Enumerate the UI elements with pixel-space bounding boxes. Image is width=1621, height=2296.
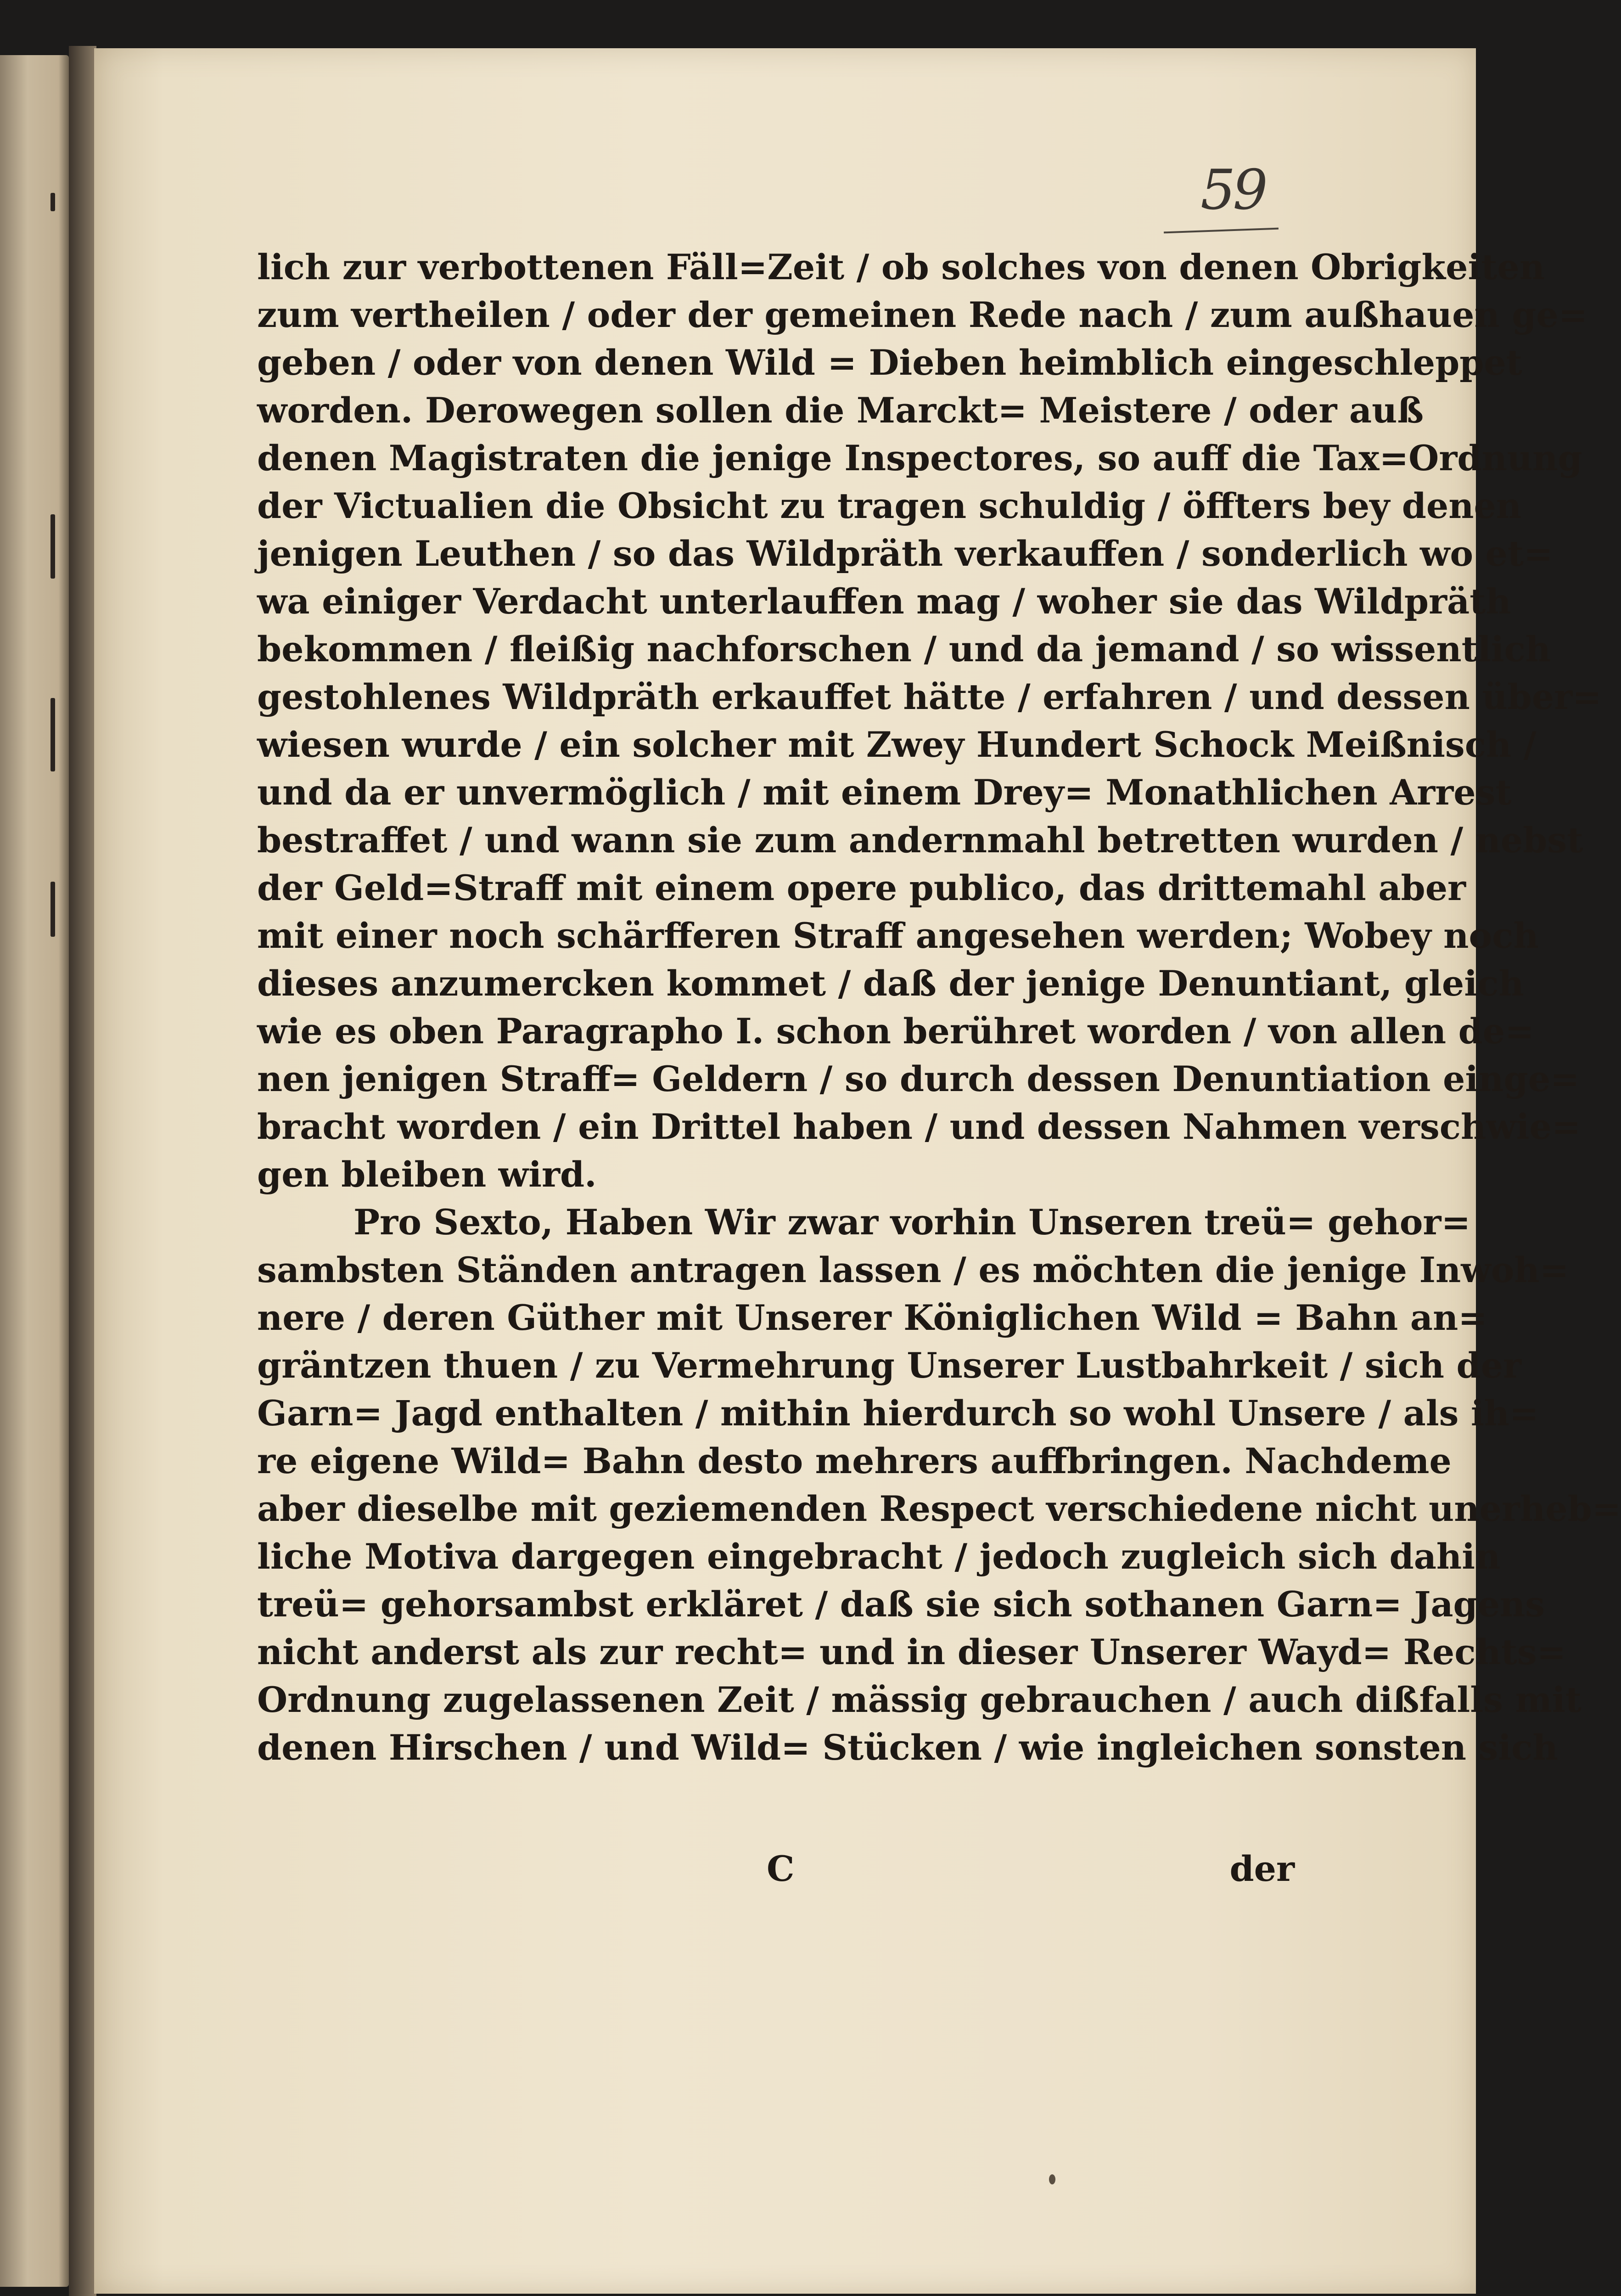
text-line: wiesen wurde / ein solcher mit Zwey Hundert Schock Meißnisch / xyxy=(257,724,1537,765)
text-line: Garn= Jagd enthalten / mithin hierdurch so wohl Unsere / als ih= xyxy=(257,1393,1539,1434)
text-line: worden. Derowegen sollen die Marckt= Meistere / oder auß xyxy=(257,390,1424,431)
text-line: wie es oben Paragrapho I. schon berühret worden / von allen de= xyxy=(257,1011,1534,1052)
text-line: jenigen Leuthen / so das Wildpräth verkauffen / sonderlich wo et= xyxy=(257,533,1553,574)
text-line: aber dieselbe mit geziemenden Respect verschiedene nicht unerheb= xyxy=(257,1488,1621,1529)
text-line: liche Motiva dargegen eingebracht / jedoch zugleich sich dahin xyxy=(257,1536,1501,1577)
text-line: denen Hirschen / und Wild= Stücken / wie ingleichen sonsten sich xyxy=(257,1727,1558,1768)
text-line-paragraph-end: gen bleiben wird. xyxy=(257,1154,597,1195)
text-line: re eigene Wild= Bahn desto mehrers auffbringen. Nachdeme xyxy=(257,1441,1452,1481)
facing-page-ink-marks xyxy=(50,193,64,1570)
facing-page-edge xyxy=(0,55,69,2287)
text-line: bestraffet / und wann sie zum andernmahl betretten wurden / nebst xyxy=(257,820,1583,861)
book-gutter xyxy=(69,46,96,2296)
catchword: der xyxy=(1229,1848,1295,1889)
text-line: gestohlenes Wildpräth erkauffet hätte / erfahren / und dessen über= xyxy=(257,676,1602,717)
text-line: geben / oder von denen Wild = Dieben heimblich eingeschleppet xyxy=(257,342,1522,383)
text-line: der Victualien die Obsicht zu tragen schuldig / öffters bey denen xyxy=(257,485,1522,526)
folio-underline xyxy=(1164,228,1279,234)
text-line: wa einiger Verdacht unterlauffen mag / woher sie das Wildpräth xyxy=(257,581,1511,622)
text-line: bekommen / fleißig nachforschen / und da jemand / so wissentlich xyxy=(257,629,1551,670)
text-line: denen Magistraten die jenige Inspectores, so auff die Tax=Ordnung xyxy=(257,438,1582,478)
text-line: nen jenigen Straff= Geldern / so durch dessen Denuntiation einge= xyxy=(257,1058,1580,1099)
text-line: und da er unvermöglich / mit einem Drey= Monathlichen Arrest xyxy=(257,772,1512,813)
text-line: dieses anzumercken kommet / daß der jenige Denuntiant, gleich xyxy=(257,963,1524,1004)
folio-number: 59 xyxy=(1200,158,1265,222)
text-line: zum vertheilen / oder der gemeinen Rede nach / zum außhauen ge= xyxy=(257,294,1588,335)
ink-speck xyxy=(1049,2174,1055,2184)
text-line: gräntzen thuen / zu Vermehrung Unserer Lustbahrkeit / sich der xyxy=(257,1345,1522,1386)
text-line: lich zur verbottenen Fäll=Zeit / ob solches von denen Obrigkeiten xyxy=(257,247,1545,287)
text-line: nere / deren Güther mit Unserer Königlichen Wild = Bahn an= xyxy=(257,1297,1487,1338)
text-line: der Geld=Straff mit einem opere publico, das drittemahl aber xyxy=(257,867,1466,908)
text-line: mit einer noch schärfferen Straff angesehen werden; Wobey noch xyxy=(257,915,1539,956)
text-line: nicht anderst als zur recht= und in dieser Unserer Wayd= Rechts= xyxy=(257,1632,1566,1672)
signature-mark: C xyxy=(767,1848,795,1889)
text-line: bracht worden / ein Drittel haben / und dessen Nahmen verschwie= xyxy=(257,1106,1581,1147)
text-line: sambsten Ständen antragen lassen / es möchten die jenige Inwoh= xyxy=(257,1249,1569,1290)
text-line: treü= gehorsambst erkläret / daß sie sich sothanen Garn= Jagens xyxy=(257,1584,1545,1625)
text-line: Ordnung zugelassenen Zeit / mässig gebrauchen / auch dißfalls mit xyxy=(257,1679,1582,1720)
body-text xyxy=(257,243,1621,1772)
text-line-paragraph-start: Pro Sexto, Haben Wir zwar vorhin Unseren treü= gehor= xyxy=(353,1202,1471,1243)
page-footer xyxy=(257,1848,1295,1896)
